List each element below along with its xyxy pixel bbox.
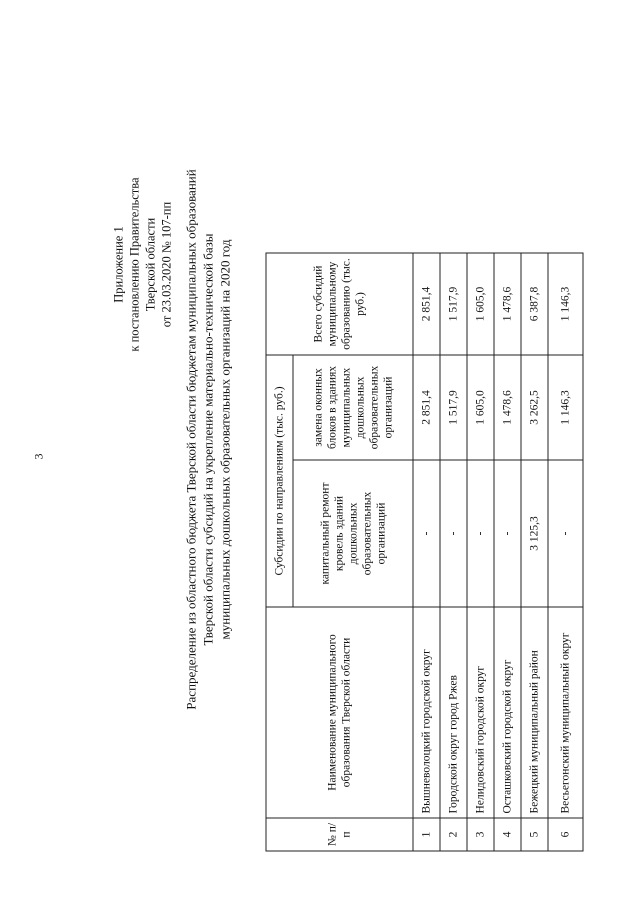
cell-window-replacement: 1 146,3 bbox=[548, 355, 583, 460]
appendix-line: Тверской области bbox=[143, 217, 158, 312]
cell-number: 6 bbox=[548, 818, 583, 851]
table-row bbox=[440, 253, 467, 851]
header-municipality: Наименование муниципального образования Тверской области bbox=[266, 607, 413, 818]
page-number: 3 bbox=[31, 453, 46, 460]
header-number: № п/п bbox=[266, 818, 413, 851]
cell-roof-repair: - bbox=[440, 460, 467, 607]
title-line: Тверской области субсидий на укрепление материально-технической базы bbox=[200, 233, 216, 646]
cell-window-replacement: 3 262,5 bbox=[521, 355, 548, 460]
table-row bbox=[413, 253, 440, 851]
appendix-line: от 23.03.2020 № 107-пп bbox=[159, 201, 174, 328]
table-row bbox=[467, 253, 494, 851]
cell-municipality: Нелидовский городской округ bbox=[467, 607, 494, 818]
cell-window-replacement: 1 517,9 bbox=[440, 355, 467, 460]
cell-total: 1 517,9 bbox=[440, 253, 467, 355]
cell-number: 3 bbox=[467, 818, 494, 851]
cell-roof-repair: - bbox=[467, 460, 494, 607]
header-subsidy-group: Субсидии по направлениям (тыс. руб.) bbox=[266, 355, 293, 607]
cell-roof-repair: 3 125,3 bbox=[521, 460, 548, 607]
table-header-row bbox=[266, 253, 293, 851]
cell-window-replacement: 1 605,0 bbox=[467, 355, 494, 460]
cell-total: 1 146,3 bbox=[548, 253, 583, 355]
table-row bbox=[521, 253, 548, 851]
cell-number: 2 bbox=[440, 818, 467, 851]
table-row bbox=[548, 253, 583, 851]
appendix-block bbox=[111, 125, 175, 405]
cell-municipality: Городской округ город Ржев bbox=[440, 607, 467, 818]
cell-municipality: Весьегонский муниципальный округ bbox=[548, 607, 583, 818]
header-total: Всего субсидий муниципальному образованию (тыс. руб.) bbox=[266, 253, 413, 355]
cell-municipality: Вышневолоцкий городской округ bbox=[413, 607, 440, 818]
cell-total: 1 605,0 bbox=[467, 253, 494, 355]
cell-number: 4 bbox=[494, 818, 521, 851]
cell-number: 5 bbox=[521, 818, 548, 851]
appendix-line: Приложение 1 bbox=[111, 226, 126, 303]
appendix-line: к постановлению Правительства bbox=[127, 177, 142, 352]
title-line: Распределение из областного бюджета Тверской области бюджетам муниципальных образований bbox=[183, 169, 199, 710]
table-row bbox=[494, 253, 521, 851]
cell-total: 2 851,4 bbox=[413, 253, 440, 355]
cell-total: 6 387,8 bbox=[521, 253, 548, 355]
cell-window-replacement: 1 478,6 bbox=[494, 355, 521, 460]
cell-total: 1 478,6 bbox=[494, 253, 521, 355]
cell-roof-repair: - bbox=[413, 460, 440, 607]
header-roof-repair: капитальный ремонт кровель зданий дошкольных образовательных организаций bbox=[293, 460, 413, 607]
cell-roof-repair: - bbox=[548, 460, 583, 607]
cell-municipality: Бежецкий муниципальный район bbox=[521, 607, 548, 818]
subsidy-table bbox=[266, 253, 584, 852]
cell-roof-repair: - bbox=[494, 460, 521, 607]
cell-window-replacement: 2 851,4 bbox=[413, 355, 440, 460]
rotated-page bbox=[1, 0, 640, 905]
document-title bbox=[183, 95, 234, 785]
header-window-replacement: замена оконных блоков в зданиях муниципальных дошкольных образовательных организаций bbox=[293, 355, 413, 460]
cell-number: 1 bbox=[413, 818, 440, 851]
title-line: муниципальных дошкольных образовательных организаций на 2020 год bbox=[217, 239, 233, 640]
cell-municipality: Осташковский городской округ bbox=[494, 607, 521, 818]
